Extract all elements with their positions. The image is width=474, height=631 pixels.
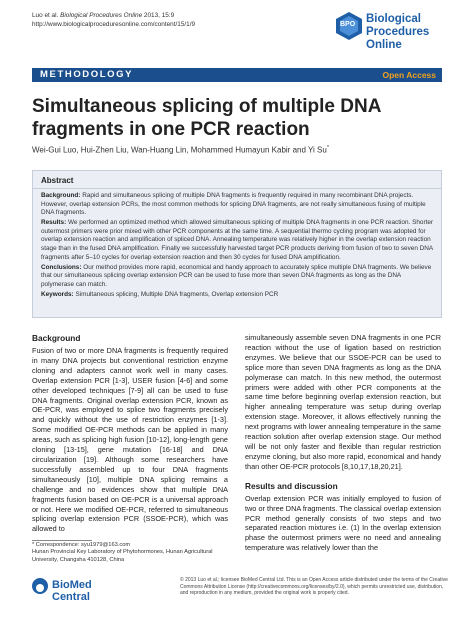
- publisher-name: BioMed Central: [52, 579, 92, 603]
- biomed-central-icon: [32, 578, 48, 594]
- conclusions-text: Our method provides more rapid, economical and handy approach to accurately splice multiple DNA fragments. We believe that our simultaneous splicing overlap extension PCR can be used to fuse more than seven DNA fragments as long as the DNA polymerase can match.: [41, 263, 432, 288]
- continued-paragraph: simultaneously assemble seven DNA fragments in one PCR reaction without the use of ligation based on restriction enzymes. We believe that our SSOE-PCR can be used to splice more than seven DNA fragments as long as the DNA polymerase can match. In this new method, the outermost primers were added with other PCR components at the same time before beginning overlap extension reaction, but higher annealing temperature was setup during overlap extension stage. Moreover, it allows effectively running the next programs with lower annealing temperature in the same reaction solution after overlap extension stage. Our method will be not only faster and flexible than regular restriction enzyme cloning, but also more rapid, economical and handy than other OE-PCR protocols [8,10,17,18,20,21].: [245, 333, 441, 471]
- citation-details: 2013, 15:9: [143, 12, 175, 19]
- abstract-heading: Abstract: [41, 176, 74, 185]
- logo-abbrev: BPO: [340, 21, 356, 28]
- abstract-results: [41, 219, 435, 262]
- article-type: METHODOLOGY: [40, 69, 134, 80]
- abstract-keywords: [41, 291, 435, 300]
- keywords-label: Keywords:: [41, 291, 74, 299]
- logo-line-1: Biological Procedures: [366, 13, 430, 38]
- results-label: Results:: [41, 219, 67, 227]
- correspondence-email[interactable]: * Correspondence: syu1979@163.com: [32, 542, 131, 548]
- background-heading: Background: [32, 333, 81, 343]
- open-access-label: Open Access: [382, 70, 436, 80]
- results-text: We performed an optimized method which allowed simultaneous splicing of multiple DNA fragments in one PCR reaction. Shorter outermost primers were prior mixed with other PCR components at the same time. A sequential thermo cycling program was adopted for overlap extension reaction and amplification of spliced DNA. Annealing temperature was relatively higher in the overlap extension reaction stage than in the fused DNA amplification. Finally we successfully harvested target PCR products deriving from fusion of two to seven DNA fragments after 5–10 cycles for overlap extension reaction and then 30 cycles for fused DNA amplification.: [41, 219, 434, 261]
- license-text: © 2013 Luo et al.; licensee BioMed Central Ltd. This is an Open Access article distributed under the terms of the Creative Commons Attribution License (http://creativecommons.org/licenses/by/2.0), which permits unrestricted use, distribution, and reproduction in any medium, provided the original work is properly cited.: [180, 577, 448, 597]
- affiliation: Hunan Provincial Key Laboratory of Phytohormones, Hunan Agricultural University, Changsha 410128, China: [32, 549, 213, 563]
- background-label: Background:: [41, 192, 81, 199]
- abstract-body: [41, 192, 435, 301]
- authors-text: Wei-Gui Luo, Hui-Zhen Liu, Wan-Huang Lin, Mohammed Humayun Kabir and Yi Su: [32, 145, 327, 155]
- journal-logo[interactable]: [336, 10, 454, 51]
- article-title: Simultaneous splicing of multiple DNA fragments in one PCR reaction: [32, 96, 381, 140]
- abstract-conclusions: [41, 264, 435, 290]
- author-list: [32, 145, 447, 155]
- publisher-logo[interactable]: [32, 576, 132, 603]
- results-heading: Results and discussion: [245, 480, 338, 491]
- logo-name: [366, 13, 454, 52]
- body-column-left: [32, 333, 228, 534]
- conclusions-label: Conclusions:: [41, 263, 82, 271]
- footnote: [32, 542, 228, 564]
- article-type-banner: [32, 68, 442, 82]
- citation-authors: Luo et al.: [32, 12, 59, 19]
- body-column-right: [245, 333, 441, 553]
- corresponding-author-mark[interactable]: *: [326, 145, 329, 151]
- keywords-text: Simultaneous splicing, Multiple DNA fragments, Overlap extension PCR: [75, 291, 279, 299]
- background-paragraph: Fusion of two or more DNA fragments is frequently required in many DNA projects but conventional restriction enzyme cloning and adapters cannot work well in many cases. Overlap extension PCR [1-3], USER fusion [4-6] and some other developed techniques [7-9] all can be used to fuse DNA fragments. Original overlap extension PCR, known as OE-PCR, was employed to splice two fragments precisely and quickly without the use of restriction enzymes [1-3]. Some modified OE-PCR methods can be applied in many areas, such as splicing high fusion [10-12], long-length gene cloning [13-15], gene mutation [16-18] and DNA circularization [19]. Although some researchers have successfully assembled up to four DNA fragments simultaneously [10], multiple DNA splicing remains a challenge and no evidences show that multiple DNA fragments fusion based on OE-PCR is a universal approach or not. Here we modified OE-PCR, referred to simultaneous splicing overlap extension PCR (SSOE-PCR), which was allowed to: [32, 346, 228, 534]
- background-text: Rapid and simultaneous splicing of multiple DNA fragments is frequently required in many recombinant DNA projects. However, overlap extension PCRs, the most common methods for splicing DNA fragments, are not really simultaneous fusing of multiple DNA fragments.: [41, 192, 426, 217]
- abstract-background: [41, 192, 435, 218]
- abstract-divider: [33, 188, 441, 189]
- footnote-divider: [32, 540, 92, 541]
- logo-line-2: Online: [366, 39, 402, 51]
- abstract-box: [32, 170, 442, 318]
- citation-journal: Biological Procedures Online: [60, 12, 143, 19]
- citation-url[interactable]: http://www.biologicalproceduresonline.com/content/15/1/9: [32, 20, 196, 28]
- results-paragraph: Overlap extension PCR was initially employed to fusion of two or three DNA fragments. The classical overlap extension PCR method generally consists of two steps and two separated reaction mixtures i.e. (1) In the overlap extension phase the outermost primers were no need and annealing temperature was relatively lower than the: [245, 493, 441, 553]
- journal-citation: [32, 12, 195, 29]
